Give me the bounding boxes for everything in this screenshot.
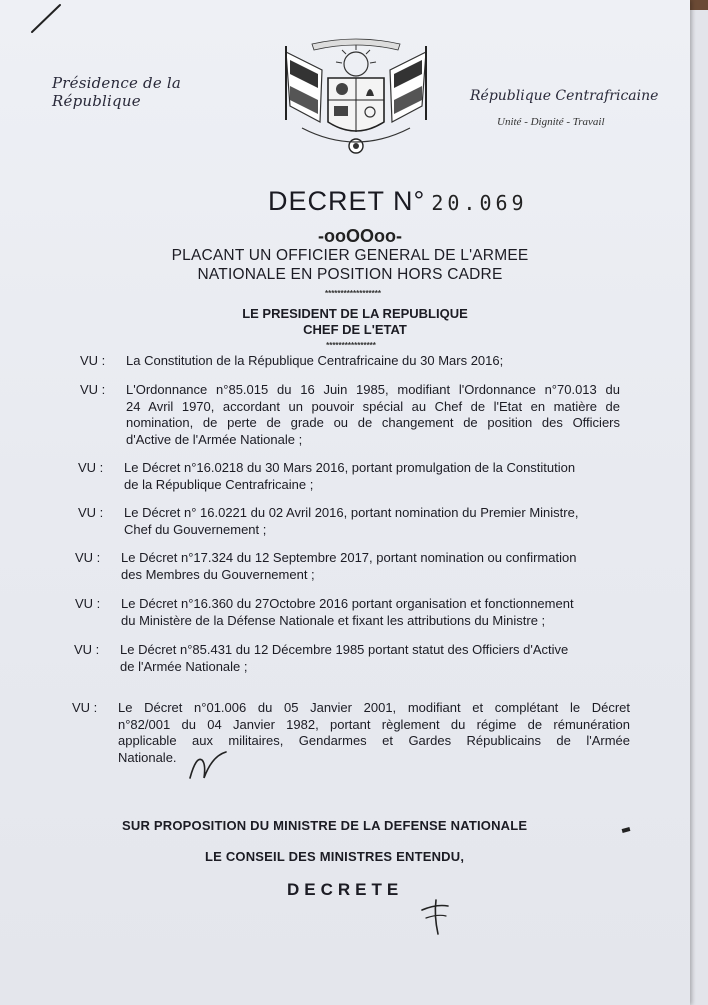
- consideration-text: [126, 382, 620, 448]
- decree-subtitle: [160, 246, 540, 284]
- consideration-line: des Membres du Gouvernement ;: [121, 566, 315, 582]
- council-statement: LE CONSEIL DES MINISTRES ENTENDU,: [205, 849, 465, 864]
- consideration-item: [75, 596, 627, 629]
- coat-of-arms-emblem: [282, 36, 430, 160]
- consideration-line: Le Décret n°85.431 du 12 Décembre 1985 portant statut des Officiers d'Active: [120, 642, 569, 657]
- consideration-line: applicable aux militaires, Gendarmes et Gardes Républicains de l'Armée: [118, 733, 630, 748]
- national-motto: Unité - Dignité - Travail: [497, 116, 605, 128]
- proposal-statement: SUR PROPOSITION DU MINISTRE DE LA DEFENSE NATIONALE: [122, 818, 528, 833]
- decree-title: [268, 186, 568, 217]
- consideration-text: [120, 642, 627, 675]
- consideration-line: nomination, de perte de grade ou de changement de position des Officiers: [126, 415, 620, 430]
- star-divider: ****************: [326, 341, 376, 350]
- star-divider: ******************: [324, 289, 382, 298]
- president-title-line: LE PRESIDENT DE LA REPUBLIQUE: [242, 306, 468, 321]
- consideration-line: Chef du Gouvernement ;: [124, 521, 267, 537]
- decree-title-label: DECRET N°: [268, 186, 426, 216]
- consideration-line: d'Active de l'Armée Nationale ;: [126, 431, 303, 447]
- decree-number: 20.069: [431, 191, 528, 215]
- consideration-item: [75, 550, 625, 583]
- consideration-line: La Constitution de la République Centrafricaine du 30 Mars 2016;: [126, 353, 504, 368]
- consideration-line: du Ministère de la Défense Nationale et fixant les attributions du Ministre ;: [121, 612, 546, 628]
- consideration-line: Le Décret n°16.0218 du 30 Mars 2016, portant promulgation de la Constitution: [124, 460, 576, 475]
- consideration-item: [78, 505, 626, 538]
- president-title-line: CHEF DE L'ETAT: [303, 322, 407, 337]
- consideration-line: Le Décret n°16.360 du 27Octobre 2016 portant organisation et fonctionnement: [121, 596, 574, 611]
- title-separator: -ooOOoo-: [318, 226, 402, 246]
- consideration-label: VU :: [75, 550, 101, 565]
- pen-stroke-mark: [30, 2, 64, 34]
- subtitle-line: NATIONALE EN POSITION HORS CADRE: [197, 266, 503, 283]
- consideration-text: [121, 596, 627, 629]
- consideration-item: [80, 353, 620, 370]
- consideration-line: L'Ordonnance n°85.015 du 16 Juin 1985, modifiant l'Ordonnance n°70.013 du: [126, 382, 620, 397]
- consideration-text: [124, 505, 626, 538]
- consideration-label: VU :: [72, 700, 98, 715]
- consideration-line: Nationale.: [118, 749, 177, 765]
- consideration-item: [74, 642, 627, 675]
- president-heading: [225, 306, 485, 338]
- consideration-text: [124, 460, 623, 493]
- decrete-heading: DECRETE: [287, 880, 404, 899]
- consideration-line: n°82/001 du 04 Janvier 1982, portant règlement du régime de rémunération: [118, 716, 630, 732]
- consideration-label: VU :: [80, 382, 106, 397]
- consideration-item: [80, 382, 620, 448]
- consideration-label: VU :: [78, 460, 104, 475]
- subtitle-line: PLACANT UN OFFICIER GENERAL DE L'ARMEE: [171, 247, 529, 264]
- handwritten-initials: [186, 748, 230, 784]
- consideration-text: [126, 353, 620, 370]
- consideration-label: VU :: [74, 642, 100, 657]
- republic-heading: République Centrafricaine: [470, 88, 659, 104]
- consideration-line: de l'Armée Nationale ;: [120, 658, 248, 674]
- consideration-line: de la République Centrafricaine ;: [124, 476, 314, 492]
- consideration-item: [72, 700, 630, 766]
- consideration-label: VU :: [80, 353, 106, 368]
- consideration-line: Le Décret n°01.006 du 05 Janvier 2001, modifiant et complétant le Décret: [118, 700, 630, 715]
- handwritten-mark: [418, 896, 454, 936]
- consideration-label: VU :: [75, 596, 101, 611]
- consideration-line: Le Décret n° 16.0221 du 02 Avril 2016, portant nomination du Premier Ministre,: [124, 505, 579, 520]
- consideration-line: Le Décret n°17.324 du 12 Septembre 2017, portant nomination ou confirmation: [121, 550, 577, 565]
- consideration-item: [78, 460, 623, 493]
- consideration-text: [121, 550, 625, 583]
- presidency-heading: Présidence de la République: [52, 74, 182, 110]
- ink-dot: [622, 827, 631, 833]
- consideration-line: 24 Avril 1970, accordant un pouvoir spécial au Chef de l'Etat en matière de: [126, 398, 620, 414]
- consideration-label: VU :: [78, 505, 104, 520]
